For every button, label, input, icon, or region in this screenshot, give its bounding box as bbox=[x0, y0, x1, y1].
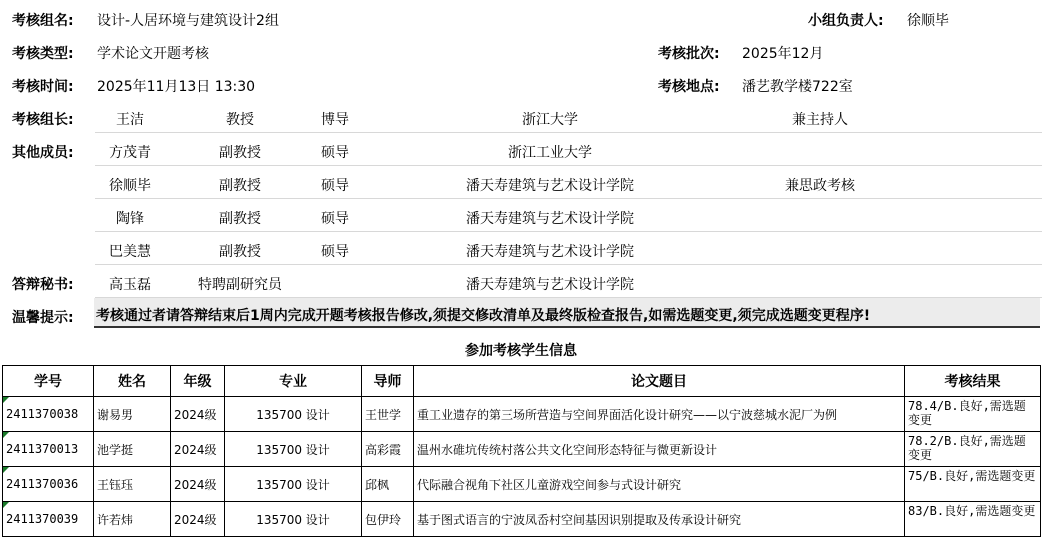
member-tutor: 博导 bbox=[321, 112, 349, 128]
type-label: 考核类型: bbox=[12, 46, 74, 62]
batch-value: 2025年12月 bbox=[742, 46, 824, 62]
student-major: 135700 设计 bbox=[225, 397, 362, 432]
student-name: 池学挺 bbox=[94, 432, 171, 467]
leader-label: 小组负责人: bbox=[808, 13, 884, 29]
member-name: 方茂青 bbox=[109, 145, 151, 161]
student-name: 许若炜 bbox=[94, 502, 171, 537]
student-major: 135700 设计 bbox=[225, 432, 362, 467]
member-title: 副教授 bbox=[219, 211, 261, 227]
assessment-result: 78.2/B.良好,需选题变更 bbox=[905, 432, 1041, 467]
chair-label: 考核组长: bbox=[12, 112, 74, 128]
student-id: 2411370039 bbox=[3, 502, 94, 537]
member-title: 副教授 bbox=[219, 178, 261, 194]
student-grade: 2024级 bbox=[171, 432, 225, 467]
assessment-result: 75/B.良好,需选题变更 bbox=[905, 467, 1041, 502]
student-grade: 2024级 bbox=[171, 502, 225, 537]
student-advisor: 包伊玲 bbox=[362, 502, 414, 537]
member-name: 高玉磊 bbox=[109, 277, 151, 293]
thesis-title: 基于图式语言的宁波凤岙村空间基因识别提取及传承设计研究 bbox=[414, 502, 905, 537]
column-header-id: 学号 bbox=[3, 366, 94, 397]
location-value: 潘艺教学楼722室 bbox=[742, 79, 853, 95]
row-divider bbox=[95, 264, 1042, 265]
column-header-name: 姓名 bbox=[94, 366, 171, 397]
student-name: 谢易男 bbox=[94, 397, 171, 432]
member-tutor: 硕导 bbox=[321, 178, 349, 194]
member-tutor: 硕导 bbox=[321, 244, 349, 260]
batch-label: 考核批次: bbox=[658, 46, 720, 62]
group-name-label: 考核组名: bbox=[12, 13, 74, 29]
member-unit: 潘天寿建筑与艺术设计学院 bbox=[466, 211, 634, 227]
member-tutor: 硕导 bbox=[321, 145, 349, 161]
member-unit: 潘天寿建筑与艺术设计学院 bbox=[466, 277, 634, 293]
column-header-major: 专业 bbox=[225, 366, 362, 397]
member-unit: 浙江工业大学 bbox=[508, 145, 592, 161]
student-advisor: 王世学 bbox=[362, 397, 414, 432]
member-title: 副教授 bbox=[219, 145, 261, 161]
time-value: 2025年11月13日 13:30 bbox=[97, 79, 256, 95]
student-advisor: 邱枫 bbox=[362, 467, 414, 502]
student-id: 2411370038 bbox=[3, 397, 94, 432]
assessment-result: 78.4/B.良好,需选题变更 bbox=[905, 397, 1041, 432]
table-row bbox=[3, 397, 1041, 432]
member-note: 兼主持人 bbox=[792, 112, 848, 128]
thesis-title: 重工业遗存的第三场所营造与空间界面活化设计研究——以宁波慈城水泥厂为例 bbox=[414, 397, 905, 432]
notice-text: 考核通过者请答辩结束后1周内完成开题考核报告修改,须提交修改清单及最终版检查报告,如需选题变更,须完成选题变更程序! bbox=[96, 308, 871, 324]
students-table bbox=[2, 365, 1041, 537]
column-header-result: 考核结果 bbox=[905, 366, 1041, 397]
students-section-title: 参加考核学生信息 bbox=[465, 343, 577, 359]
member-name: 徐顺毕 bbox=[109, 178, 151, 194]
member-tutor: 硕导 bbox=[321, 211, 349, 227]
student-major: 135700 设计 bbox=[225, 467, 362, 502]
column-header-thesis-title: 论文题目 bbox=[414, 366, 905, 397]
others-label: 其他成员: bbox=[12, 145, 74, 161]
row-divider bbox=[95, 198, 1042, 199]
location-label: 考核地点: bbox=[658, 79, 720, 95]
thesis-title: 温州水碓坑传统村落公共文化空间形态特征与微更新设计 bbox=[414, 432, 905, 467]
student-major: 135700 设计 bbox=[225, 502, 362, 537]
student-id: 2411370013 bbox=[3, 432, 94, 467]
time-label: 考核时间: bbox=[12, 79, 74, 95]
group-name-value: 设计-人居环境与建筑设计2组 bbox=[97, 13, 279, 29]
member-note: 兼思政考核 bbox=[785, 178, 855, 194]
thesis-title: 代际融合视角下社区儿童游戏空间参与式设计研究 bbox=[414, 467, 905, 502]
table-row bbox=[3, 432, 1041, 467]
table-header-row bbox=[3, 366, 1041, 397]
table-row bbox=[3, 467, 1041, 502]
row-divider bbox=[95, 165, 1042, 166]
row-divider bbox=[95, 231, 1042, 232]
student-id: 2411370036 bbox=[3, 467, 94, 502]
leader-value: 徐顺毕 bbox=[907, 13, 949, 29]
row-divider bbox=[95, 132, 1042, 133]
notice-label: 温馨提示: bbox=[12, 310, 74, 326]
member-title: 特聘副研究员 bbox=[198, 277, 282, 293]
member-name: 陶锋 bbox=[116, 211, 144, 227]
student-advisor: 高彩霞 bbox=[362, 432, 414, 467]
member-unit: 潘天寿建筑与艺术设计学院 bbox=[466, 178, 634, 194]
member-name: 王洁 bbox=[116, 112, 144, 128]
assessment-result: 83/B.良好,需选题变更 bbox=[905, 502, 1041, 537]
member-name: 巴美慧 bbox=[109, 244, 151, 260]
type-value: 学术论文开题考核 bbox=[97, 46, 209, 62]
secretary-label: 答辩秘书: bbox=[12, 277, 74, 293]
member-unit: 潘天寿建筑与艺术设计学院 bbox=[466, 244, 634, 260]
student-grade: 2024级 bbox=[171, 467, 225, 502]
member-title: 教授 bbox=[226, 112, 254, 128]
member-unit: 浙江大学 bbox=[522, 112, 578, 128]
member-title: 副教授 bbox=[219, 244, 261, 260]
column-header-grade: 年级 bbox=[171, 366, 225, 397]
student-grade: 2024级 bbox=[171, 397, 225, 432]
column-header-advisor: 导师 bbox=[362, 366, 414, 397]
student-name: 王钰珏 bbox=[94, 467, 171, 502]
table-row bbox=[3, 502, 1041, 537]
